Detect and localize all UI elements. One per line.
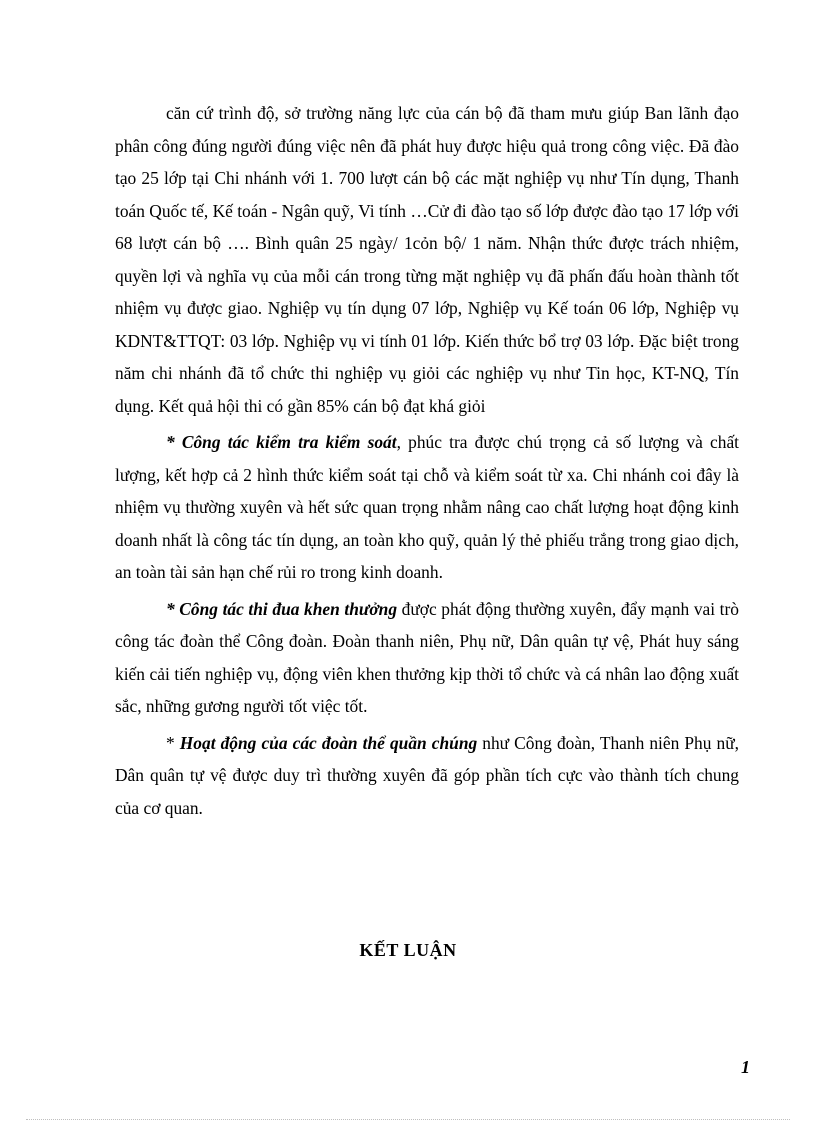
paragraph-text: được phát động thường xuyên, đẩy mạnh vai trò công tác đoàn thể Công đoàn. Đoàn thanh niên, Phụ nữ, Dân quân tự vệ, Phát huy sáng kiến cải tiến nghiệp vụ, động viên khen thưởng kịp thời tổ chức và cá nhân lao động xuất sắc, những gương người tốt việc tốt. <box>115 598 739 716</box>
paragraph-lead-emulation: * Công tác thi đua khen thưởng <box>166 598 398 619</box>
paragraph-emulation <box>115 593 739 723</box>
paragraph-mass-organizations <box>115 727 739 825</box>
paragraph-text: như Công đoàn, Thanh niên Phụ nữ, Dân quân tự vệ được duy trì thường xuyên đã góp phần tích cực vào thành tích chung của cơ quan. <box>115 732 739 818</box>
paragraph-training <box>115 97 739 422</box>
body-text <box>115 97 739 824</box>
paragraph-text: căn cứ trình độ, sở trường năng lực của cán bộ đã tham mưu giúp Ban lãnh đạo phân công đúng người đúng việc nên đã phát huy được hiệu quả trong công việc. Đã đào tạo 25 lớp tại Chi nhánh với 1. 700 lượt cán bộ các mặt nghiệp vụ như Tín dụng, Thanh toán Quốc tế, Kế toán - Ngân quỹ, Vi tính …Cử đi đào tạo số lớp được đào tạo 17 lớp với 68 lượt cán bộ …. Bình quân 25 ngày/ 1cỏn bộ/ 1 năm. Nhận thức được trách nhiệm, quyền lợi và nghĩa vụ của mỗi cán trong từng mặt nghiệp vụ đã phấn đấu hoàn thành tốt nhiệm vụ được giao. Nghiệp vụ tín dụng 07 lớp, Nghiệp vụ Kế toán 06 lớp, Nghiệp vụ KDNT&TTQT: 03 lớp. Nghiệp vụ vi tính 01 lớp. Kiến thức bổ trợ 03 lớp. Đặc biệt trong năm chi nhánh đã tổ chức thi nghiệp vụ giỏi các nghiệp vụ như Tin học, KT-NQ, Tín dụng. Kết quả hội thi có gần 85% cán bộ đạt khá giỏi <box>115 103 739 416</box>
section-heading: KẾT LUẬN <box>359 940 457 960</box>
paragraph-bullet: * <box>166 732 180 753</box>
paragraph-inspection <box>115 426 739 589</box>
paragraph-text: , phúc tra được chú trọng cả số lượng và chất lượng, kết hợp cả 2 hình thức kiểm soát tại chỗ và kiểm soát từ xa. Chi nhánh coi đây là nhiệm vụ thường xuyên và hết sức quan trọng nhằm nâng cao chất lượng hoạt động kinh doanh nhất là công tác tín dụng, an toàn kho quỹ, quản lý thẻ phiếu trắng trong giao dịch, an toàn tài sản hạn chế rủi ro trong kinh doanh. <box>115 432 739 582</box>
paragraph-lead-mass-organizations: Hoạt động của các đoàn thể quần chúng <box>179 732 478 753</box>
page-bottom-divider <box>26 1119 790 1120</box>
page-number: 1 <box>741 1057 750 1077</box>
paragraph-lead-inspection: * Công tác kiểm tra kiểm soát <box>166 432 397 452</box>
